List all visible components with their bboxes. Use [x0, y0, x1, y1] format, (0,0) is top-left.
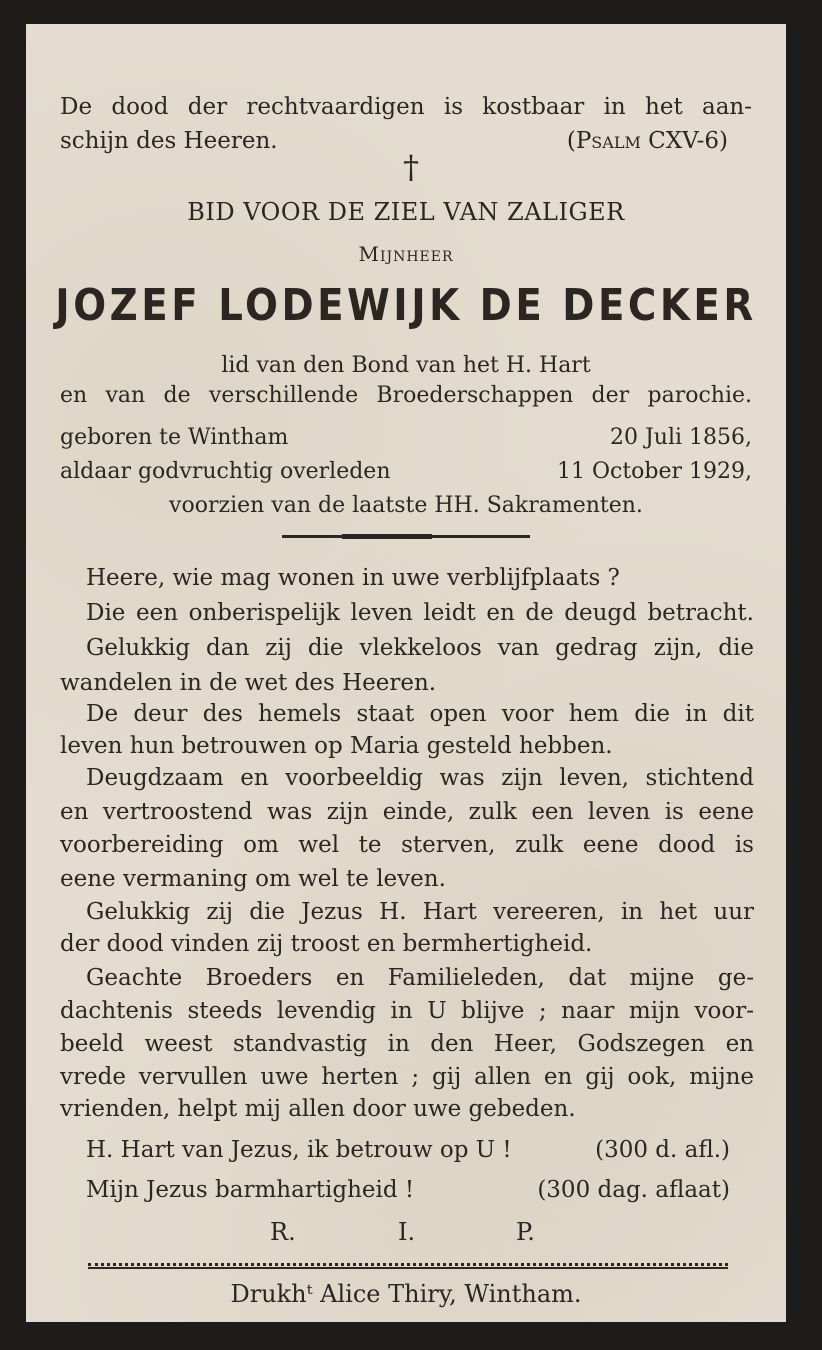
- body-line-6: leven hun betrouwen op Maria gesteld hebben.: [60, 733, 613, 759]
- psalm-reference: (Psalm CXV-6): [566, 128, 728, 154]
- body-line-11: Gelukkig zij die Jezus H. Hart vereeren, in het uur: [86, 899, 754, 925]
- body-line-15: beeld weest standvastig in den Heer, Godszegen en: [60, 1031, 754, 1057]
- birth-line: [60, 425, 752, 450]
- prayer-text-1: H. Hart van Jezus, ik betrouw op U !: [86, 1137, 512, 1163]
- body-line-12: der dood vinden zij troost en bermhertigheid.: [60, 931, 593, 957]
- cross-icon: †: [403, 148, 419, 186]
- prayer-line-1: [86, 1137, 754, 1163]
- body-line-17: vrienden, helpt mij allen door uwe gebeden.: [60, 1096, 576, 1122]
- sacraments-line: voorzien van de laatste HH. Sakramenten.: [169, 493, 643, 518]
- death-date: 11 October 1929,: [556, 459, 752, 484]
- body-line-10: eene vermaning om wel te leven.: [60, 866, 446, 892]
- body-line-2: Die een onberispelijk leven leidt en de deugd betracht.: [86, 600, 754, 626]
- birth-date: 20 Juli 1856,: [609, 425, 752, 450]
- indulgence-2: (300 dag. aflaat): [537, 1177, 730, 1203]
- psalm-line-2-text: schijn des Heeren.: [60, 128, 278, 154]
- divider-rule: [282, 535, 530, 538]
- body-line-1: Heere, wie mag wonen in uwe verblijfplaats ?: [86, 565, 620, 591]
- body-line-9: voorbereiding om wel te sterven, zulk eene dood is: [60, 832, 754, 858]
- divider-thick: [342, 534, 432, 539]
- death-place: aldaar godvruchtig overleden: [60, 459, 391, 484]
- body-line-16: vrede vervullen uwe herten ; gij allen en gij ook, mijne: [60, 1064, 754, 1090]
- psalm-line-1: De dood der rechtvaardigen is kostbaar in het aan-: [60, 94, 752, 120]
- deceased-name: JOZEF LODEWIJK DE DECKER: [55, 280, 757, 331]
- body-line-5: De deur des hemels staat open voor hem die in dit: [86, 701, 754, 727]
- body-line-14: dachtenis steeds levendig in U blijve ; naar mijn voor-: [60, 998, 754, 1024]
- body-line-7: Deugdzaam en voorbeeldig was zijn leven, stichtend: [86, 765, 754, 791]
- body-line-3: Gelukkig dan zij die vlekkeloos van gedrag zijn, die: [86, 635, 754, 661]
- prayer-line-2: [86, 1177, 754, 1203]
- birth-place: geboren te Wintham: [60, 425, 289, 450]
- membership-line: lid van den Bond van het H. Hart: [221, 353, 591, 378]
- rip-i: I.: [398, 1218, 416, 1246]
- body-line-8: en vertroostend was zijn einde, zulk een leven is eene: [60, 799, 754, 825]
- brotherhoods-line: en van de verschillende Broederschappen der parochie.: [60, 383, 752, 408]
- footer-rule: [88, 1263, 728, 1269]
- death-line: [60, 459, 752, 484]
- prayer-text-2: Mijn Jezus barmhartigheid !: [86, 1177, 415, 1203]
- rip-r: R.: [270, 1218, 296, 1246]
- prayer-heading: BID VOOR DE ZIEL VAN ZALIGER: [187, 198, 625, 226]
- indulgence-1: (300 d. afl.): [595, 1137, 730, 1163]
- title-mijnheer: Mijnheer: [358, 242, 454, 266]
- body-line-4: wandelen in de wet des Heeren.: [60, 670, 437, 696]
- rip-p: P.: [516, 1218, 535, 1246]
- printer-credit: Drukhᵗ Alice Thiry, Wintham.: [230, 1280, 582, 1308]
- body-line-13: Geachte Broeders en Familieleden, dat mijne ge-: [86, 965, 754, 991]
